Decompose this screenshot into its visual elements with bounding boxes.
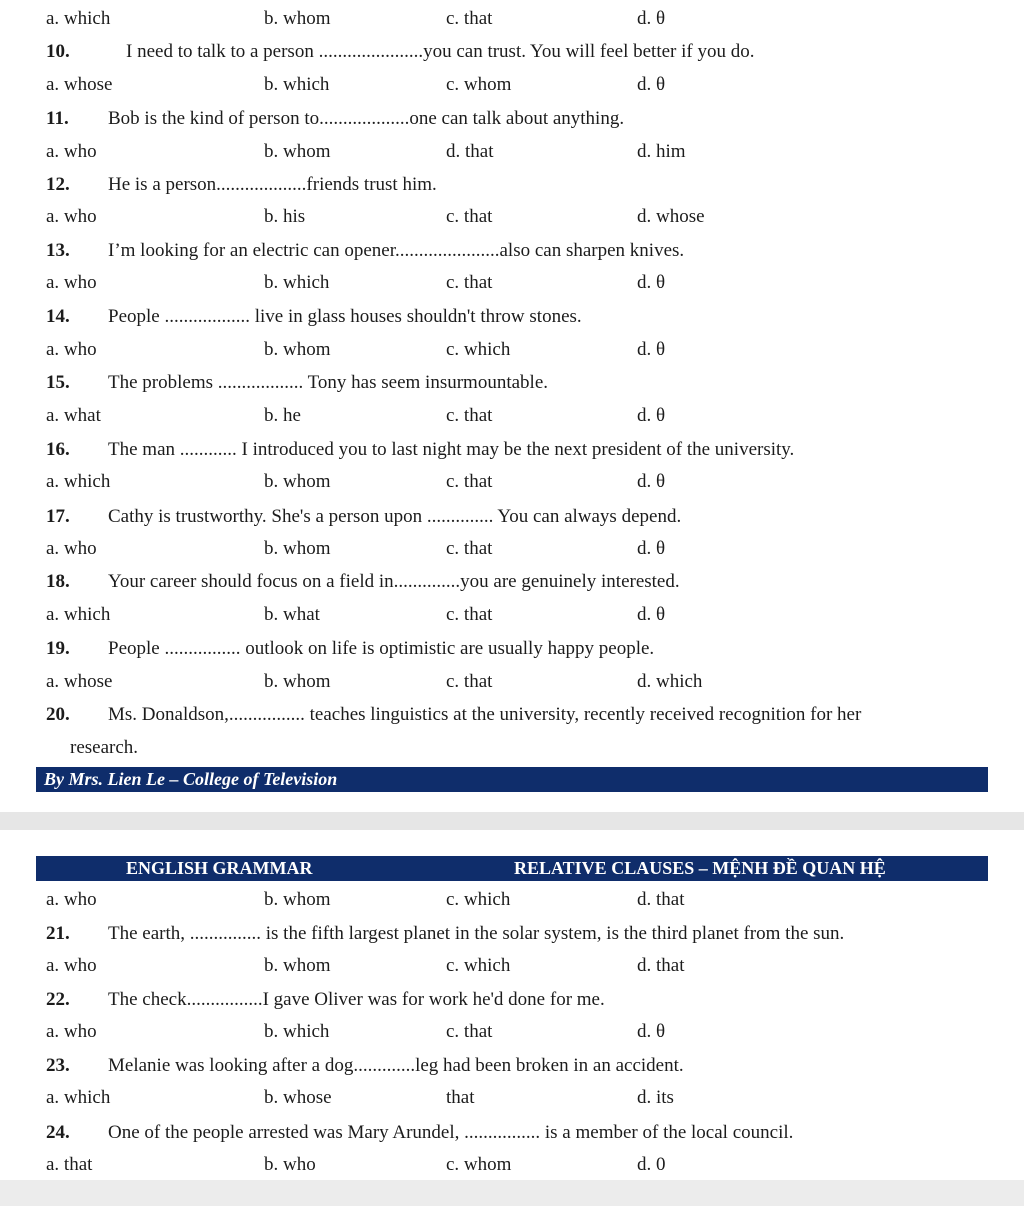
option-d: d. θ bbox=[637, 74, 666, 95]
option-c: c. that bbox=[446, 471, 493, 492]
header-banner bbox=[36, 856, 988, 881]
option-c: c. that bbox=[446, 604, 493, 625]
option-a: a. who bbox=[46, 889, 97, 910]
worksheet-page-2 bbox=[0, 830, 1024, 1180]
question-text: The problems .................. Tony has seem insurmountable. bbox=[108, 372, 549, 393]
option-d: d. its bbox=[637, 1087, 674, 1108]
option-b: b. whom bbox=[264, 471, 331, 492]
option-b: b. whom bbox=[264, 889, 331, 910]
option-d: d. that bbox=[637, 955, 685, 976]
option-d: d. θ bbox=[637, 1021, 666, 1042]
option-d: d. whose bbox=[637, 206, 705, 227]
option-b: b. whom bbox=[264, 955, 331, 976]
option-b: b. whose bbox=[264, 1087, 332, 1108]
option-a: a. whose bbox=[46, 74, 113, 95]
question-14 bbox=[0, 302, 1024, 332]
options-row bbox=[0, 268, 1024, 298]
option-b: b. whom bbox=[264, 538, 331, 559]
question-text: Your career should focus on a field in..............you are genuinely interested. bbox=[108, 571, 680, 592]
question-text: The earth, ............... is the fifth largest planet in the solar system, is the third planet from the sun. bbox=[108, 923, 845, 944]
option-a: a. who bbox=[46, 1021, 97, 1042]
option-a: a. which bbox=[46, 8, 111, 29]
option-d: d. θ bbox=[637, 8, 666, 29]
question-text: People .................. live in glass houses shouldn't throw stones. bbox=[108, 306, 582, 327]
footer-credit: By Mrs. Lien Le – College of Television bbox=[44, 769, 338, 789]
option-d: d. θ bbox=[637, 471, 666, 492]
question-20 bbox=[0, 700, 1024, 730]
option-b: b. whom bbox=[264, 339, 331, 360]
question-number: 18. bbox=[46, 571, 70, 592]
question-text: Bob is the kind of person to...................one can talk about anything. bbox=[108, 108, 625, 129]
option-a: a. who bbox=[46, 339, 97, 360]
option-d: d. 0 bbox=[637, 1154, 666, 1175]
option-c: c. that bbox=[446, 1021, 493, 1042]
option-c: c. which bbox=[446, 339, 511, 360]
options-row bbox=[0, 951, 1024, 981]
option-a: a. which bbox=[46, 1087, 111, 1108]
options-row bbox=[0, 401, 1024, 431]
question-number: 17. bbox=[46, 506, 70, 527]
option-a: a. who bbox=[46, 955, 97, 976]
options-row bbox=[0, 885, 1024, 915]
question-19 bbox=[0, 634, 1024, 664]
option-c: c. that bbox=[446, 538, 493, 559]
options-row bbox=[0, 534, 1024, 564]
question-number: 13. bbox=[46, 240, 70, 261]
question-number: 14. bbox=[46, 306, 70, 327]
header-right-title: RELATIVE CLAUSES – MỆNH ĐỀ QUAN HỆ bbox=[514, 858, 886, 878]
option-a: a. who bbox=[46, 206, 97, 227]
option-b: b. what bbox=[264, 604, 320, 625]
options-row bbox=[0, 1150, 1024, 1180]
question-text: Melanie was looking after a dog.............leg had been broken in an accident. bbox=[108, 1055, 684, 1076]
options-row bbox=[0, 70, 1024, 100]
question-13 bbox=[0, 236, 1024, 266]
options-row bbox=[0, 1083, 1024, 1113]
option-a: a. that bbox=[46, 1154, 93, 1175]
option-a: a. what bbox=[46, 405, 101, 426]
question-23 bbox=[0, 1051, 1024, 1081]
question-text-continuation: research. bbox=[70, 737, 139, 758]
option-a: a. whose bbox=[46, 671, 113, 692]
question-16 bbox=[0, 435, 1024, 465]
options-row bbox=[0, 600, 1024, 630]
option-b: b. which bbox=[264, 1021, 330, 1042]
question-12 bbox=[0, 170, 1024, 200]
option-a: a. who bbox=[46, 538, 97, 559]
option-a: a. which bbox=[46, 471, 111, 492]
question-11 bbox=[0, 104, 1024, 134]
question-10 bbox=[0, 37, 1024, 67]
header-left-title: ENGLISH GRAMMAR bbox=[126, 858, 313, 878]
option-b: b. whom bbox=[264, 671, 331, 692]
option-d: d. θ bbox=[637, 604, 666, 625]
question-text: I need to talk to a person ......................you can trust. You will feel better if you do. bbox=[126, 41, 755, 62]
option-b: b. whom bbox=[264, 8, 331, 29]
option-d: d. θ bbox=[637, 272, 666, 293]
options-row bbox=[0, 1017, 1024, 1047]
option-b: b. his bbox=[264, 206, 306, 227]
option-c: c. that bbox=[446, 272, 493, 293]
question-20-continuation bbox=[0, 733, 1024, 763]
question-number: 15. bbox=[46, 372, 70, 393]
option-d: d. θ bbox=[637, 538, 666, 559]
question-text: People ................ outlook on life is optimistic are usually happy people. bbox=[108, 638, 655, 659]
question-number: 20. bbox=[46, 704, 70, 725]
question-number: 22. bbox=[46, 989, 70, 1010]
question-text: One of the people arrested was Mary Arundel, ................ is a member of the local council. bbox=[108, 1122, 794, 1143]
question-text: The man ............ I introduced you to last night may be the next president of the university. bbox=[108, 439, 795, 460]
option-c: c. whom bbox=[446, 74, 512, 95]
question-number: 12. bbox=[46, 174, 70, 195]
question-number: 23. bbox=[46, 1055, 70, 1076]
option-c: c. that bbox=[446, 405, 493, 426]
options-row bbox=[0, 467, 1024, 497]
option-c: c. which bbox=[446, 955, 511, 976]
question-text: He is a person...................friends trust him. bbox=[108, 174, 437, 195]
page-separator bbox=[0, 812, 1024, 830]
question-17 bbox=[0, 502, 1024, 532]
option-b: b. whom bbox=[264, 141, 331, 162]
option-d: d. that bbox=[637, 889, 685, 910]
options-row bbox=[0, 4, 1024, 34]
option-b: b. he bbox=[264, 405, 301, 426]
option-c: c. which bbox=[446, 889, 511, 910]
question-text: Ms. Donaldson,................ teaches linguistics at the university, recently received recognition for her bbox=[108, 704, 862, 725]
question-number: 24. bbox=[46, 1122, 70, 1143]
option-d: d. θ bbox=[637, 405, 666, 426]
option-c: c. that bbox=[446, 206, 493, 227]
question-24 bbox=[0, 1118, 1024, 1148]
question-number: 19. bbox=[46, 638, 70, 659]
option-a: a. which bbox=[46, 604, 111, 625]
option-c: c. whom bbox=[446, 1154, 512, 1175]
question-number: 11. bbox=[46, 108, 69, 129]
option-c: d. that bbox=[446, 141, 494, 162]
option-d: d. θ bbox=[637, 339, 666, 360]
page-bottom-margin bbox=[0, 1180, 1024, 1206]
option-d: d. him bbox=[637, 141, 686, 162]
question-21 bbox=[0, 919, 1024, 949]
question-text: Cathy is trustworthy. She's a person upon .............. You can always depend. bbox=[108, 506, 682, 527]
question-text: I’m looking for an electric can opener......................also can sharpen knives. bbox=[108, 240, 685, 261]
question-18 bbox=[0, 567, 1024, 597]
option-c: c. that bbox=[446, 671, 493, 692]
option-a: a. who bbox=[46, 141, 97, 162]
option-d: d. which bbox=[637, 671, 703, 692]
option-c: that bbox=[446, 1087, 475, 1108]
option-b: b. who bbox=[264, 1154, 316, 1175]
option-b: b. which bbox=[264, 74, 330, 95]
options-row bbox=[0, 667, 1024, 697]
question-15 bbox=[0, 368, 1024, 398]
question-22 bbox=[0, 985, 1024, 1015]
option-a: a. who bbox=[46, 272, 97, 293]
option-b: b. which bbox=[264, 272, 330, 293]
options-row bbox=[0, 335, 1024, 365]
option-c: c. that bbox=[446, 8, 493, 29]
question-text: The check................I gave Oliver was for work he'd done for me. bbox=[108, 989, 605, 1010]
question-number: 10. bbox=[46, 41, 70, 62]
options-row bbox=[0, 137, 1024, 167]
question-number: 21. bbox=[46, 923, 70, 944]
footer-credit-banner bbox=[36, 767, 988, 792]
options-row bbox=[0, 202, 1024, 232]
question-number: 16. bbox=[46, 439, 70, 460]
